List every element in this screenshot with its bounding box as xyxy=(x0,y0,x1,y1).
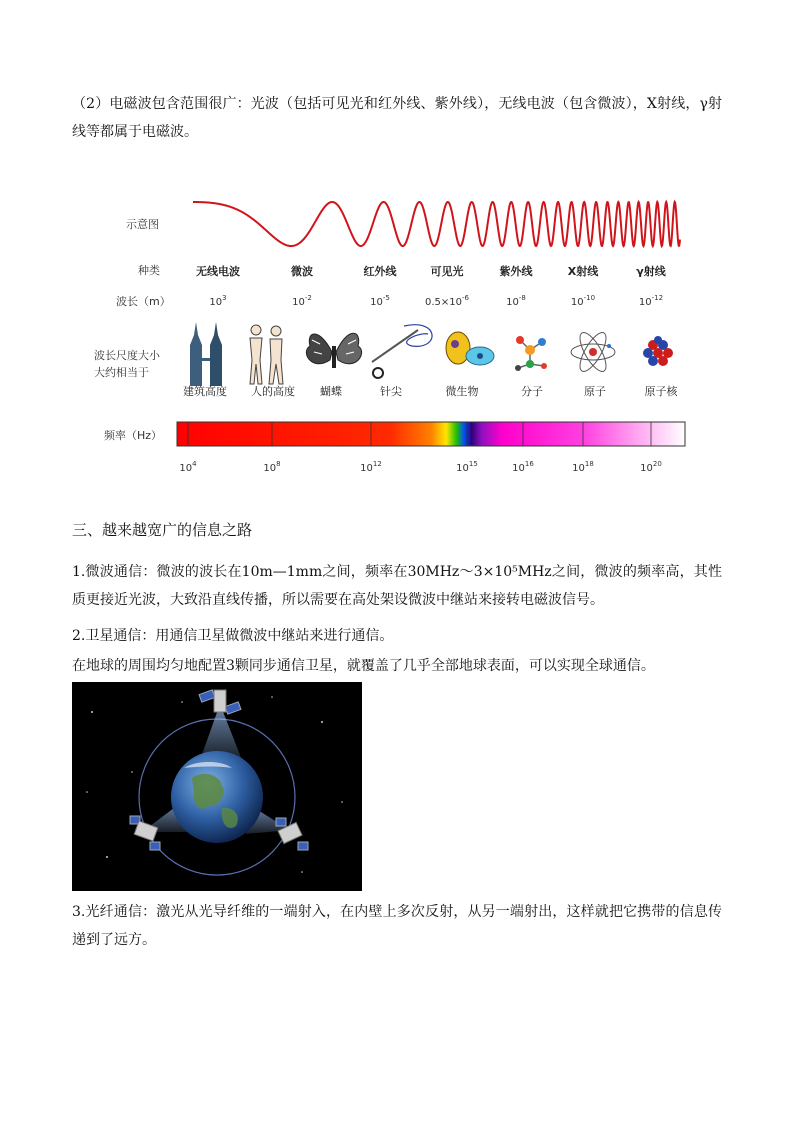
frequency-tick-label: $10^4$ xyxy=(179,460,197,474)
microwave-paragraph: 1.微波通信：微波的波长在10m—1mm之间，频率在30MHz～3×10⁵MHz之间，微波的频率高，其性质更接近光波，大致沿直线传播，所以需要在高处架设微波中继站来接转电磁波信号。 xyxy=(72,564,722,608)
row-label-diagram: 示意图 xyxy=(126,218,159,231)
molecule-icon xyxy=(515,336,547,371)
row-label-scale-line1: 波长尺度大小 xyxy=(94,349,160,362)
frequency-tick-label: $10^{16}$ xyxy=(512,460,534,474)
band-name: 紫外线 xyxy=(499,265,533,278)
frequency-tick-label: $10^{18}$ xyxy=(572,460,594,474)
band-name: 可见光 xyxy=(430,265,464,278)
building-icon xyxy=(190,322,222,386)
band-wavelength: $10^{-8}$ xyxy=(506,294,526,308)
band-name: 微波 xyxy=(291,265,313,278)
scale-object-label: 微生物 xyxy=(445,385,479,398)
band-name: 红外线 xyxy=(363,265,397,278)
fiber-paragraph: 3.光纤通信：激光从光导纤维的一端射入，在内壁上多次反射，从另一端射出，这样就把它携带的信息传递到了远方。 xyxy=(72,904,722,948)
em-spectrum-diagram xyxy=(0,0,794,500)
frequency-gradient-bar xyxy=(177,422,685,446)
satellite-detail-paragraph: 在地球的周围均匀地配置3颗同步通信卫星，就覆盖了几乎全部地球表面，可以实现全球通信。 xyxy=(72,658,655,674)
row-label-frequency: 频率（Hz） xyxy=(104,429,163,442)
scale-object-label: 原子核 xyxy=(644,385,678,398)
butterfly-icon xyxy=(306,333,361,368)
atom-icon xyxy=(571,329,615,375)
microorganism-icon xyxy=(446,332,494,365)
band-name: γ射线 xyxy=(636,265,666,278)
needle-tip-icon xyxy=(372,325,432,378)
humans-icon xyxy=(250,325,283,384)
band-name: 无线电波 xyxy=(196,265,240,278)
band-wavelength: $10^{-2}$ xyxy=(292,294,312,308)
scale-object-label: 原子 xyxy=(584,385,606,398)
row-label-type: 种类 xyxy=(138,264,160,277)
band-wavelength: $10^3$ xyxy=(209,294,227,308)
scale-object-label: 建筑高度 xyxy=(183,385,227,398)
satellite-orbit-image xyxy=(72,682,362,891)
section-heading: 三、越来越宽广的信息之路 xyxy=(72,521,253,539)
band-wavelength: $10^{-10}$ xyxy=(570,294,596,308)
satellite-paragraph: 2.卫星通信：用通信卫星做微波中继站来进行通信。 xyxy=(72,628,394,644)
frequency-tick-label: $10^{12}$ xyxy=(360,460,382,474)
scale-object-label: 分子 xyxy=(521,385,543,398)
scale-object-label: 针尖 xyxy=(380,385,402,398)
frequency-tick-label: $10^{20}$ xyxy=(640,460,662,474)
frequency-tick-label: $10^8$ xyxy=(263,460,281,474)
row-label-wavelength: 波长（m） xyxy=(116,295,171,308)
nucleus-icon xyxy=(643,336,673,366)
scale-object-label: 人的高度 xyxy=(251,385,295,398)
band-wavelength: $10^{-12}$ xyxy=(638,294,664,308)
scale-object-label: 蝴蝶 xyxy=(320,385,342,398)
row-label-scale-line2: 大约相当于 xyxy=(94,366,149,379)
wave-curve xyxy=(193,202,680,246)
band-wavelength: $10^{-5}$ xyxy=(370,294,390,308)
band-name: X射线 xyxy=(567,265,599,278)
intro-paragraph: （2）电磁波包含范围很广：光波（包括可见光和红外线、紫外线），无线电波（包含微波），X射线，γ射线等都属于电磁波。 xyxy=(72,96,722,140)
frequency-tick-label: $10^{15}$ xyxy=(456,460,478,474)
band-wavelength: $0.5\times 10^{-6}$ xyxy=(425,294,469,308)
